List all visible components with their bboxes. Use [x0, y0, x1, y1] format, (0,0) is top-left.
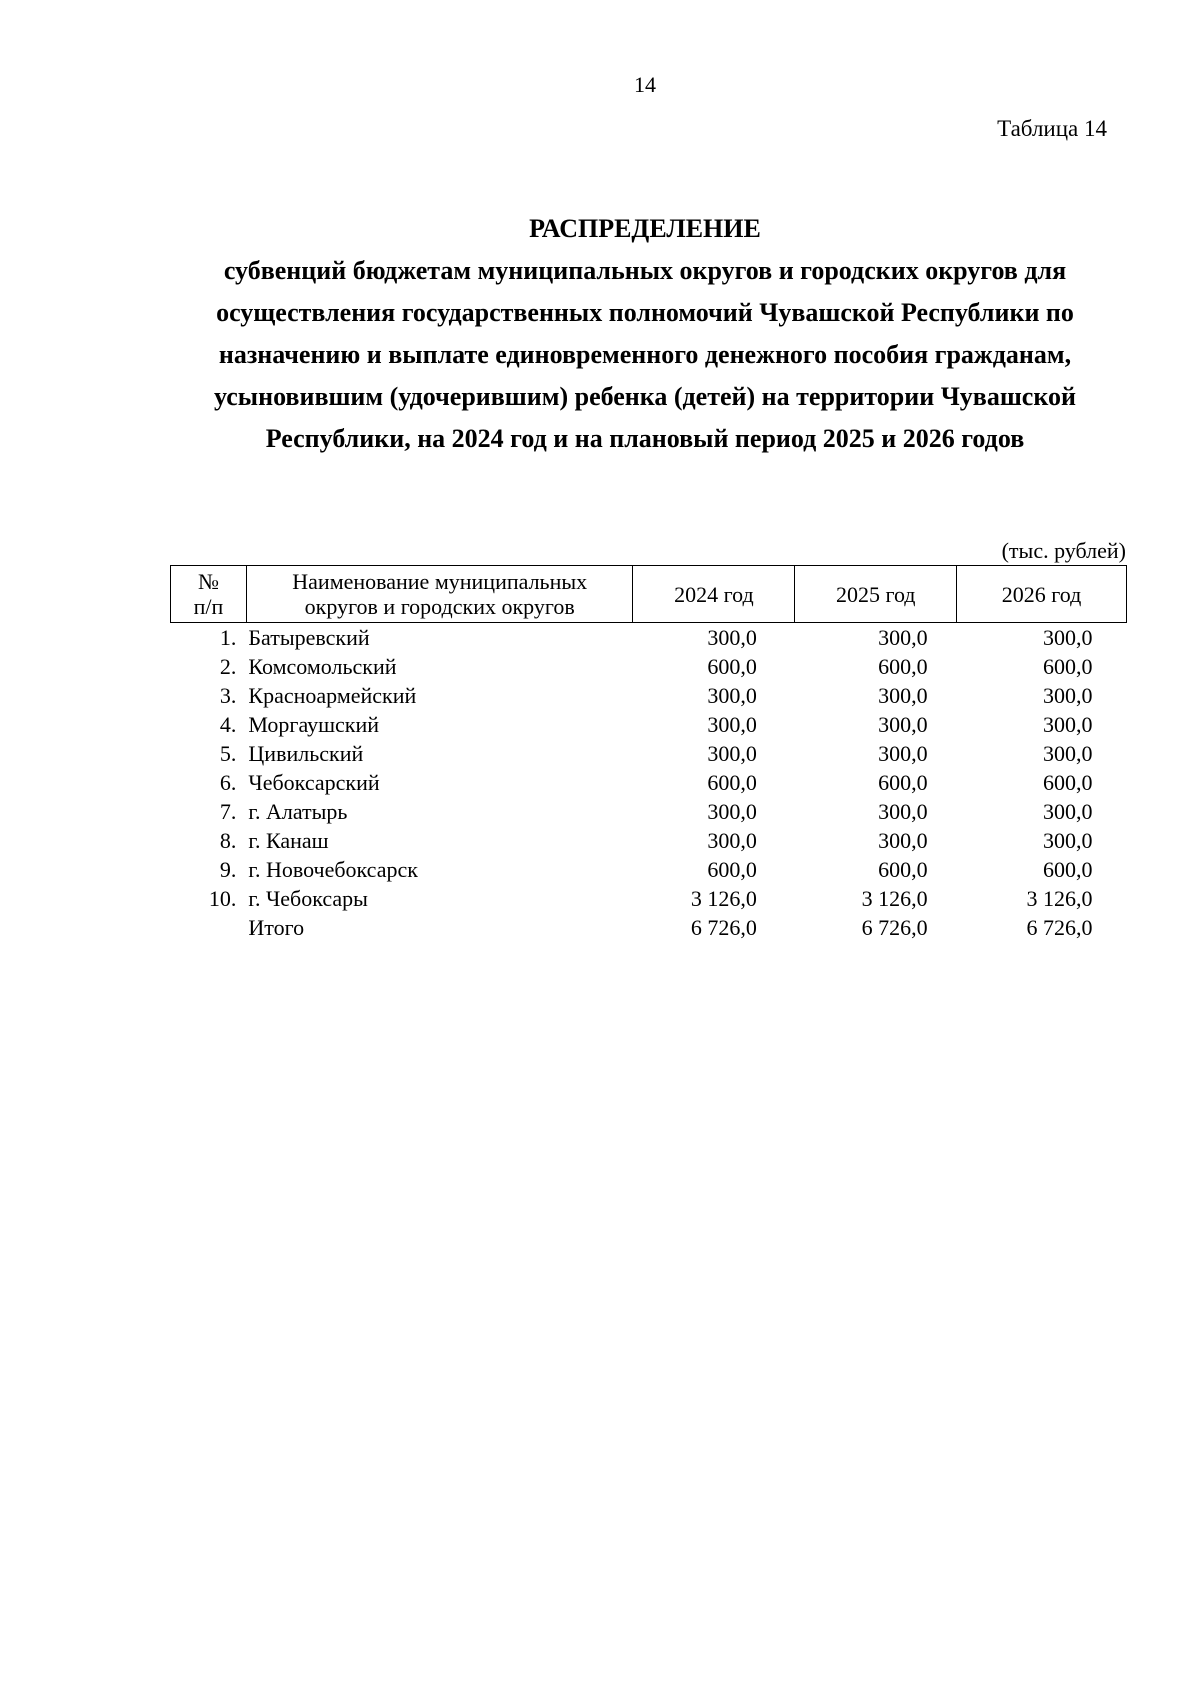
row-number: 7.: [219, 799, 237, 824]
row-value-2025: 600,0: [878, 770, 928, 795]
table-row: [171, 652, 1127, 681]
row-name: г. Канаш: [248, 828, 329, 853]
table-row: [171, 681, 1127, 710]
units-label: (тыс. рублей): [1001, 538, 1126, 563]
row-name: г. Алатырь: [248, 799, 348, 824]
row-number: 4.: [219, 712, 237, 737]
row-value-2024: 300,0: [707, 712, 757, 737]
row-value-2025: 300,0: [878, 712, 928, 737]
table-row: [171, 855, 1127, 884]
total-label: Итого: [248, 915, 305, 940]
table-row: [171, 623, 1127, 653]
header-name-line1: Наименование муниципальных: [292, 569, 588, 594]
total-number: [171, 913, 247, 942]
row-value-2024: 300,0: [707, 799, 757, 824]
table-row: [171, 739, 1127, 768]
row-value-2026: 300,0: [1043, 828, 1093, 853]
header-name: [246, 566, 633, 623]
table-total-row: [171, 913, 1127, 942]
row-number: 2.: [219, 654, 237, 679]
title-subtitle: субвенций бюджетам муниципальных округов и городских округов для осуществления государственных полномочий Чувашской Республики по назначению и выплате единовременного денежного пособия гражданам, усыновившим (удочерившим) ребенка (детей) на территории Чувашской Республики, на 2024 год и на плановый период 2025 и 2026 годов: [214, 256, 1076, 453]
row-value-2025: 300,0: [878, 625, 928, 650]
row-number: 5.: [219, 741, 237, 766]
page-number: 14: [634, 72, 656, 97]
row-value-2026: 3 126,0: [1026, 886, 1093, 911]
row-value-2024: 300,0: [707, 683, 757, 708]
row-value-2026: 600,0: [1043, 857, 1093, 882]
row-value-2024: 600,0: [707, 857, 757, 882]
row-value-2025: 600,0: [878, 857, 928, 882]
header-name-line2: округов и городских округов: [304, 594, 575, 619]
row-value-2026: 300,0: [1043, 741, 1093, 766]
header-year-2024: 2024 год: [633, 566, 795, 623]
row-value-2025: 600,0: [878, 654, 928, 679]
row-value-2024: 600,0: [707, 770, 757, 795]
row-value-2025: 3 126,0: [861, 886, 928, 911]
row-value-2024: 600,0: [707, 654, 757, 679]
row-value-2026: 600,0: [1043, 770, 1093, 795]
row-number: 9.: [219, 857, 237, 882]
table-row: [171, 884, 1127, 913]
row-number: 3.: [219, 683, 237, 708]
row-name: Красноармейский: [248, 683, 417, 708]
row-number: 1.: [219, 625, 237, 650]
table-row: [171, 826, 1127, 855]
row-value-2024: 3 126,0: [690, 886, 757, 911]
row-value-2025: 300,0: [878, 683, 928, 708]
table-label: Таблица 14: [997, 116, 1107, 141]
row-value-2024: 300,0: [707, 741, 757, 766]
row-name: Чебоксарский: [248, 770, 380, 795]
row-value-2026: 300,0: [1043, 625, 1093, 650]
row-value-2026: 300,0: [1043, 683, 1093, 708]
row-name: г. Чебоксары: [248, 886, 368, 911]
row-name: Цивильский: [248, 741, 364, 766]
row-name: Комсомольский: [248, 654, 397, 679]
row-value-2025: 300,0: [878, 828, 928, 853]
document-title: [160, 208, 1130, 460]
total-value-2024: 6 726,0: [690, 915, 757, 940]
row-name: Моргаушский: [248, 712, 380, 737]
total-value-2025: 6 726,0: [861, 915, 928, 940]
header-number-line2: п/п: [193, 594, 224, 619]
row-name: Батыревский: [248, 625, 370, 650]
table-row: [171, 797, 1127, 826]
title-heading: РАСПРЕДЕЛЕНИЕ: [529, 214, 761, 243]
table-header-row: [171, 566, 1127, 623]
row-name: г. Новочебоксарск: [248, 857, 418, 882]
distribution-table: [170, 565, 1127, 942]
row-value-2025: 300,0: [878, 741, 928, 766]
header-year-2026: 2026 год: [957, 566, 1127, 623]
row-value-2026: 600,0: [1043, 654, 1093, 679]
table-row: [171, 768, 1127, 797]
header-year-2025: 2025 год: [795, 566, 957, 623]
row-number: 10.: [208, 886, 237, 911]
row-number: 8.: [219, 828, 237, 853]
row-value-2024: 300,0: [707, 828, 757, 853]
row-value-2024: 300,0: [707, 625, 757, 650]
row-number: 6.: [219, 770, 237, 795]
header-number-line1: №: [197, 569, 219, 594]
table-row: [171, 710, 1127, 739]
row-value-2026: 300,0: [1043, 712, 1093, 737]
row-value-2025: 300,0: [878, 799, 928, 824]
header-number: [171, 566, 247, 623]
total-value-2026: 6 726,0: [1026, 915, 1093, 940]
row-value-2026: 300,0: [1043, 799, 1093, 824]
